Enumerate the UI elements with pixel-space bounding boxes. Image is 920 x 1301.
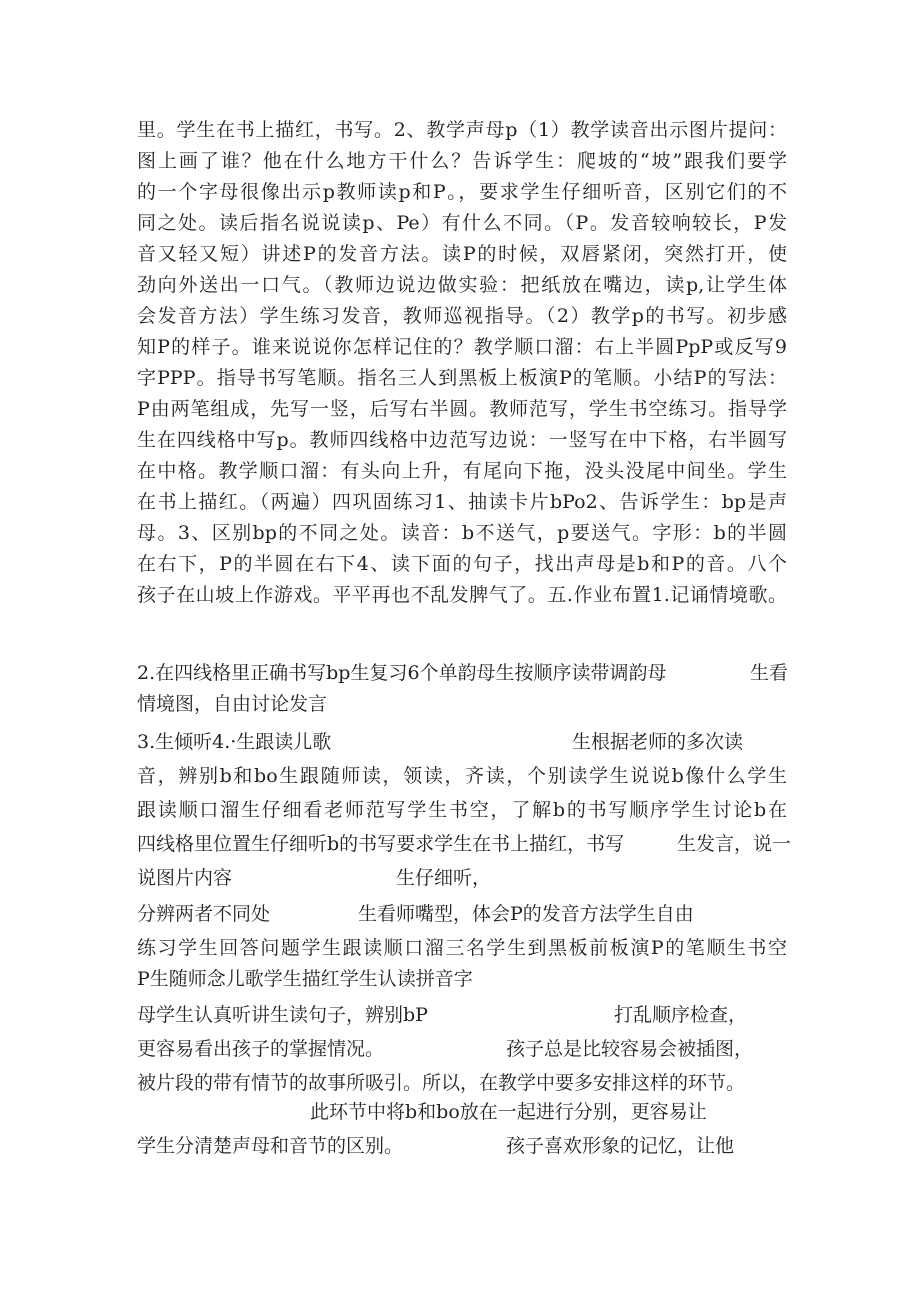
text-segment: 此环节中将b和bo放在一起进行分别，更容易让 — [310, 1101, 707, 1123]
text-line: 图上画了谁？他在什么地方干什么？告诉学生：爬坡的“坡”跟我们要学 — [137, 150, 787, 172]
text-line: 孩子在山坡上作游戏。平平再也不乱发脾气了。五.作业布置1.记诵情境歌。 — [137, 584, 787, 606]
text-line: 同之处。读后指名说说读p、Pe）有什么不同。（P。发音较响较长，P发 — [137, 212, 787, 234]
text-line: 里。学生在书上描红，书写。2、教学声母p（1）教学读音出示图片提问： — [137, 119, 787, 141]
text-line: 劲向外送出一口气。（教师边说边做实验：把纸放在嘴边，读p,让学生体 — [137, 274, 787, 296]
text-line: 母。3、区别bp的不同之处。读音：b不送气，p要送气。字形：b的半圆 — [137, 522, 787, 544]
text-line: 知P的样子。谁来说说你怎样记住的？教学顺口溜：右上半圆PpP或反写9 — [137, 336, 787, 358]
text-line: 会发音方法）学生练习发音，教师巡视指导。（2）教学p的书写。初步感 — [137, 305, 787, 327]
text-line: 在右下，P的半圆在右下4、读下面的句子，找出声母是b和P的音。八个 — [137, 553, 787, 575]
text-line: 音又轻又短）讲述P的发音方法。读P的时候，双唇紧闭，突然打开，使 — [137, 243, 787, 265]
text-segment: 孩子总是比较容易会被插图， — [506, 1038, 754, 1060]
text-segment: 母学生认真听讲生读句子，辨别bP — [137, 1004, 428, 1026]
text-segment: 孩子喜欢形象的记忆，让他 — [506, 1135, 735, 1157]
text-line: 在中格。教学顺口溜：有头向上升，有尾向下拖，没头没尾中间坐。学生 — [137, 460, 787, 482]
text-segment: 生仔细听， — [396, 867, 492, 889]
text-segment: P生随师念儿歌学生描红学生认读拼音字 — [137, 968, 473, 990]
text-line: P由两笔组成，先写一竖，后写右半圆。教师范写，学生书空练习。指导学 — [137, 398, 787, 420]
text-line: 在书上描红。（两遍）四巩固练习1、抽读卡片bPo2、告诉学生：bp是声 — [137, 491, 787, 513]
text-segment: 音，辨别b和bo生跟随师读，领读，齐读，个别读学生说说b像什么学生 — [137, 765, 787, 787]
text-segment: 四线格里位置生仔细听b的书写要求学生在书上描红，书写 — [137, 833, 625, 855]
text-line: 2.在四线格里正确书写bp生复习6个单韵母生按顺序读带调韵母 — [137, 662, 667, 684]
text-segment: 学生分清楚声母和音节的区别。 — [137, 1135, 404, 1157]
text-segment: 生发言，说一 — [677, 833, 792, 855]
text-line: 情境图，自由讨论发言 — [137, 693, 328, 715]
text-line: 生在四线格中写p。教师四线格中边范写边说：一竖写在中下格，右半圆写 — [137, 429, 787, 451]
text-segment: 生看 — [750, 662, 789, 684]
text-segment: 3.生倾听4.·生跟读儿歌 — [137, 731, 332, 753]
text-segment: 生根据老师的多次读 — [572, 731, 744, 753]
text-line: 字PPP。指导书写笔顺。指名三人到黑板上板演P的笔顺。小结P的写法： — [137, 367, 787, 389]
text-segment: 练习学生回答问题学生跟读顺口溜三名学生到黑板前板演P的笔顺生书空 — [137, 937, 787, 959]
text-line: 的一个字母很像出示p教师读p和P。，要求学生仔细听音，区别它们的不 — [137, 181, 787, 203]
text-segment: 被片段的带有情节的故事所吸引。所以，在教学中要多安排这样的环节。 — [137, 1072, 746, 1094]
text-segment: 分辨两者不同处 — [137, 903, 271, 925]
text-segment: 说图片内容 — [137, 867, 233, 889]
text-segment: 生看师嘴型，体会P的发音方法学生自由 — [358, 903, 694, 925]
text-segment: 跟读顺口溜生仔细看老师范写学生书空，了解b的书写顺序学生讨论b在 — [137, 799, 787, 821]
text-segment: 更容易看出孩子的掌握情况。 — [137, 1038, 385, 1060]
text-segment: 打乱顺序检查， — [614, 1004, 748, 1026]
